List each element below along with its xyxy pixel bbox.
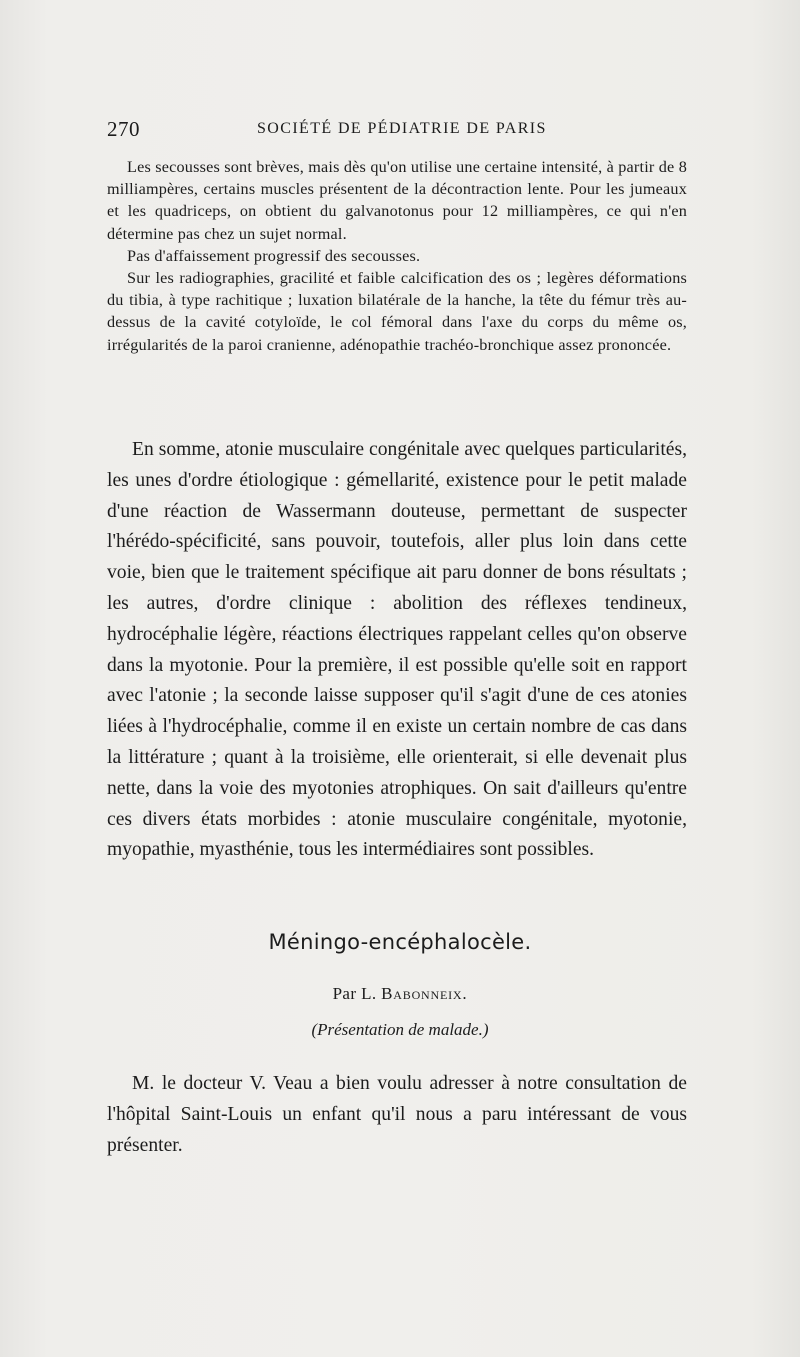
paragraph-radiographies: Sur les radiographies, gracilité et faible calcification des os ; legères déformations du tibia, à type rachitique ; luxation bilatérale de la hanche, la tête du fémur très au-dessus de la cavité cotyloïde, le col fémoral dans l'axe du corps du même os, irrégularités de la paroi cranienne, adénopathie trachéo-bronchique assez prononcée. bbox=[107, 269, 687, 354]
running-head: SOCIÉTÉ DE PÉDIATRIE DE PARIS bbox=[257, 120, 547, 137]
section-title: Méningo-encéphalocèle. bbox=[268, 930, 532, 954]
page-header bbox=[107, 117, 707, 147]
case-details-text bbox=[107, 156, 687, 356]
presentation-note: (Présentation de malade.) bbox=[311, 1020, 489, 1039]
section-body-text bbox=[107, 1069, 687, 1161]
byline bbox=[0, 984, 800, 1004]
paragraph-veau: M. le docteur V. Veau a bien voulu adresser à notre consultation de l'hôpital Saint-Louis un enfant qu'il nous a paru intéressant de vous présenter. bbox=[107, 1073, 687, 1156]
byline-prefix: Par L. bbox=[332, 984, 377, 1003]
page-number: 270 bbox=[107, 117, 140, 141]
paragraph-en-somme: En somme, atonie musculaire congénitale avec quelques particularités, les unes d'ordre étiologique : gémellarité, existence pour le petit malade d'une réaction de Wassermann douteuse, permettant de suspecter l'hérédo-spécificité, sans pouvoir, toutefois, aller plus loin dans cette voie, bien que le traitement spécifique ait paru donner de bons résultats ; les autres, d'ordre clinique : abolition des réflexes tendineux, hydrocéphalie légère, réactions électriques rappelant celles qu'on observe dans la myotonie. Pour la première, il est possible qu'elle soit en rapport avec l'atonie ; la seconde laisse supposer qu'il s'agit d'une de ces atonies liées à l'hydrocéphalie, comme il en existe un certain nombre de cas dans la littérature ; quant à la troisième, elle orienterait, si elle devenait plus nette, dans la voie des myotonies atrophiques. On sait d'ailleurs qu'entre ces divers états morbides : atonie musculaire congénitale, myotonie, myopathie, myasthénie, tous les intermédiaires sont possibles. bbox=[107, 439, 687, 861]
paragraph-secousses: Les secousses sont brèves, mais dès qu'on utilise une certaine intensité, à partir de 8 milliampères, certains muscles présentent de la décontraction lente. Pour les jumeaux et les quadriceps, on obtient du galvanotonus pour 12 milliampères, ce qui n'en détermine pas chez un sujet normal. bbox=[107, 158, 687, 243]
byline-author: Babonneix. bbox=[381, 984, 468, 1003]
conclusion-text bbox=[107, 435, 687, 866]
paragraph-affaissement: Pas d'affaissement progressif des secousses. bbox=[127, 246, 421, 265]
